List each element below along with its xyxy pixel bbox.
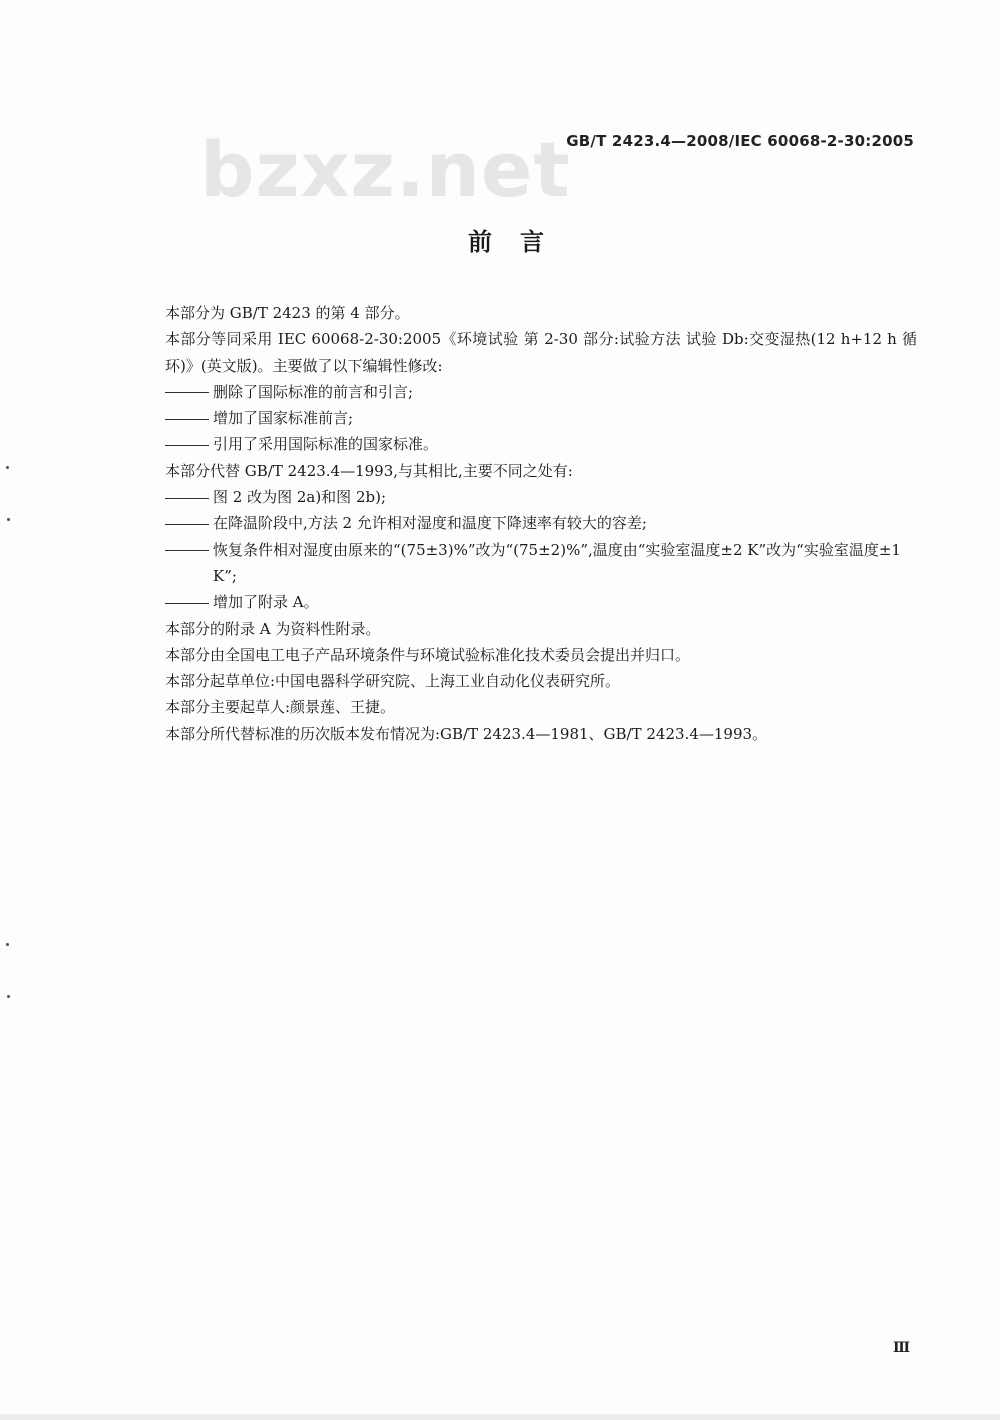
dash-marker — [165, 510, 213, 536]
paragraph: 本部分起草单位:中国电器科学研究院、上海工业自动化仪表研究所。 — [165, 672, 621, 691]
list-item-text: 引用了采用国际标准的国家标准。 — [213, 435, 439, 454]
list-item-text: 图 2 改为图 2a)和图 2b); — [213, 488, 387, 507]
page-number: Ⅲ — [893, 1340, 911, 1356]
list-item-text: 恢复条件相对湿度由原来的“(75±3)%”改为“(75±2)%”,温度由“实验室温度±2 K”改为“实验室温度±1 K”; — [213, 540, 901, 585]
foreword-body — [165, 300, 917, 747]
list-item-text: 在降温阶段中,方法 2 允许相对湿度和温度下降速率有较大的容差; — [213, 514, 647, 533]
page-title: 前言 — [468, 228, 572, 256]
list-item — [165, 431, 917, 457]
watermark: bzxz.net — [200, 125, 571, 214]
list-item-text: 删除了国际标准的前言和引言; — [213, 382, 414, 401]
scan-mark — [6, 943, 9, 946]
paragraph: 本部分等同采用 IEC 60068-2-30:2005《环境试验 第 2-30 部分:试验方法 试验 Db:交变湿热(12 h+12 h 循环)》(英文版)。主要做了以下编辑性修改: — [165, 330, 917, 375]
scan-bottom-edge — [0, 1414, 1000, 1420]
dash-marker — [165, 537, 213, 563]
paragraph: 本部分代替 GB/T 2423.4—1993,与其相比,主要不同之处有: — [165, 461, 573, 480]
scan-mark — [6, 466, 9, 469]
dash-marker — [165, 589, 213, 615]
list-item — [165, 537, 917, 590]
list-item — [165, 589, 917, 615]
list-item-text: 增加了附录 A。 — [213, 593, 319, 612]
dash-marker — [165, 405, 213, 431]
list-item — [165, 405, 917, 431]
paragraph: 本部分由全国电工电子产品环境条件与环境试验标准化技术委员会提出并归口。 — [165, 645, 691, 664]
standard-number-header: GB/T 2423.4—2008/IEC 60068-2-30:2005 — [566, 132, 914, 150]
list-item — [165, 379, 917, 405]
list-item — [165, 510, 917, 536]
paragraph: 本部分所代替标准的历次版本发布情况为:GB/T 2423.4—1981、GB/T 2423.4—1993。 — [165, 724, 768, 743]
paragraph: 本部分的附录 A 为资料性附录。 — [165, 619, 381, 638]
dash-marker — [165, 379, 213, 405]
list-item-text: 增加了国家标准前言; — [213, 409, 354, 428]
paragraph: 本部分为 GB/T 2423 的第 4 部分。 — [165, 304, 410, 322]
list-item — [165, 484, 917, 510]
scan-mark — [7, 518, 10, 521]
dash-marker — [165, 431, 213, 457]
dash-marker — [165, 484, 213, 510]
scan-mark — [7, 995, 10, 998]
paragraph: 本部分主要起草人:颜景莲、王捷。 — [165, 698, 396, 717]
